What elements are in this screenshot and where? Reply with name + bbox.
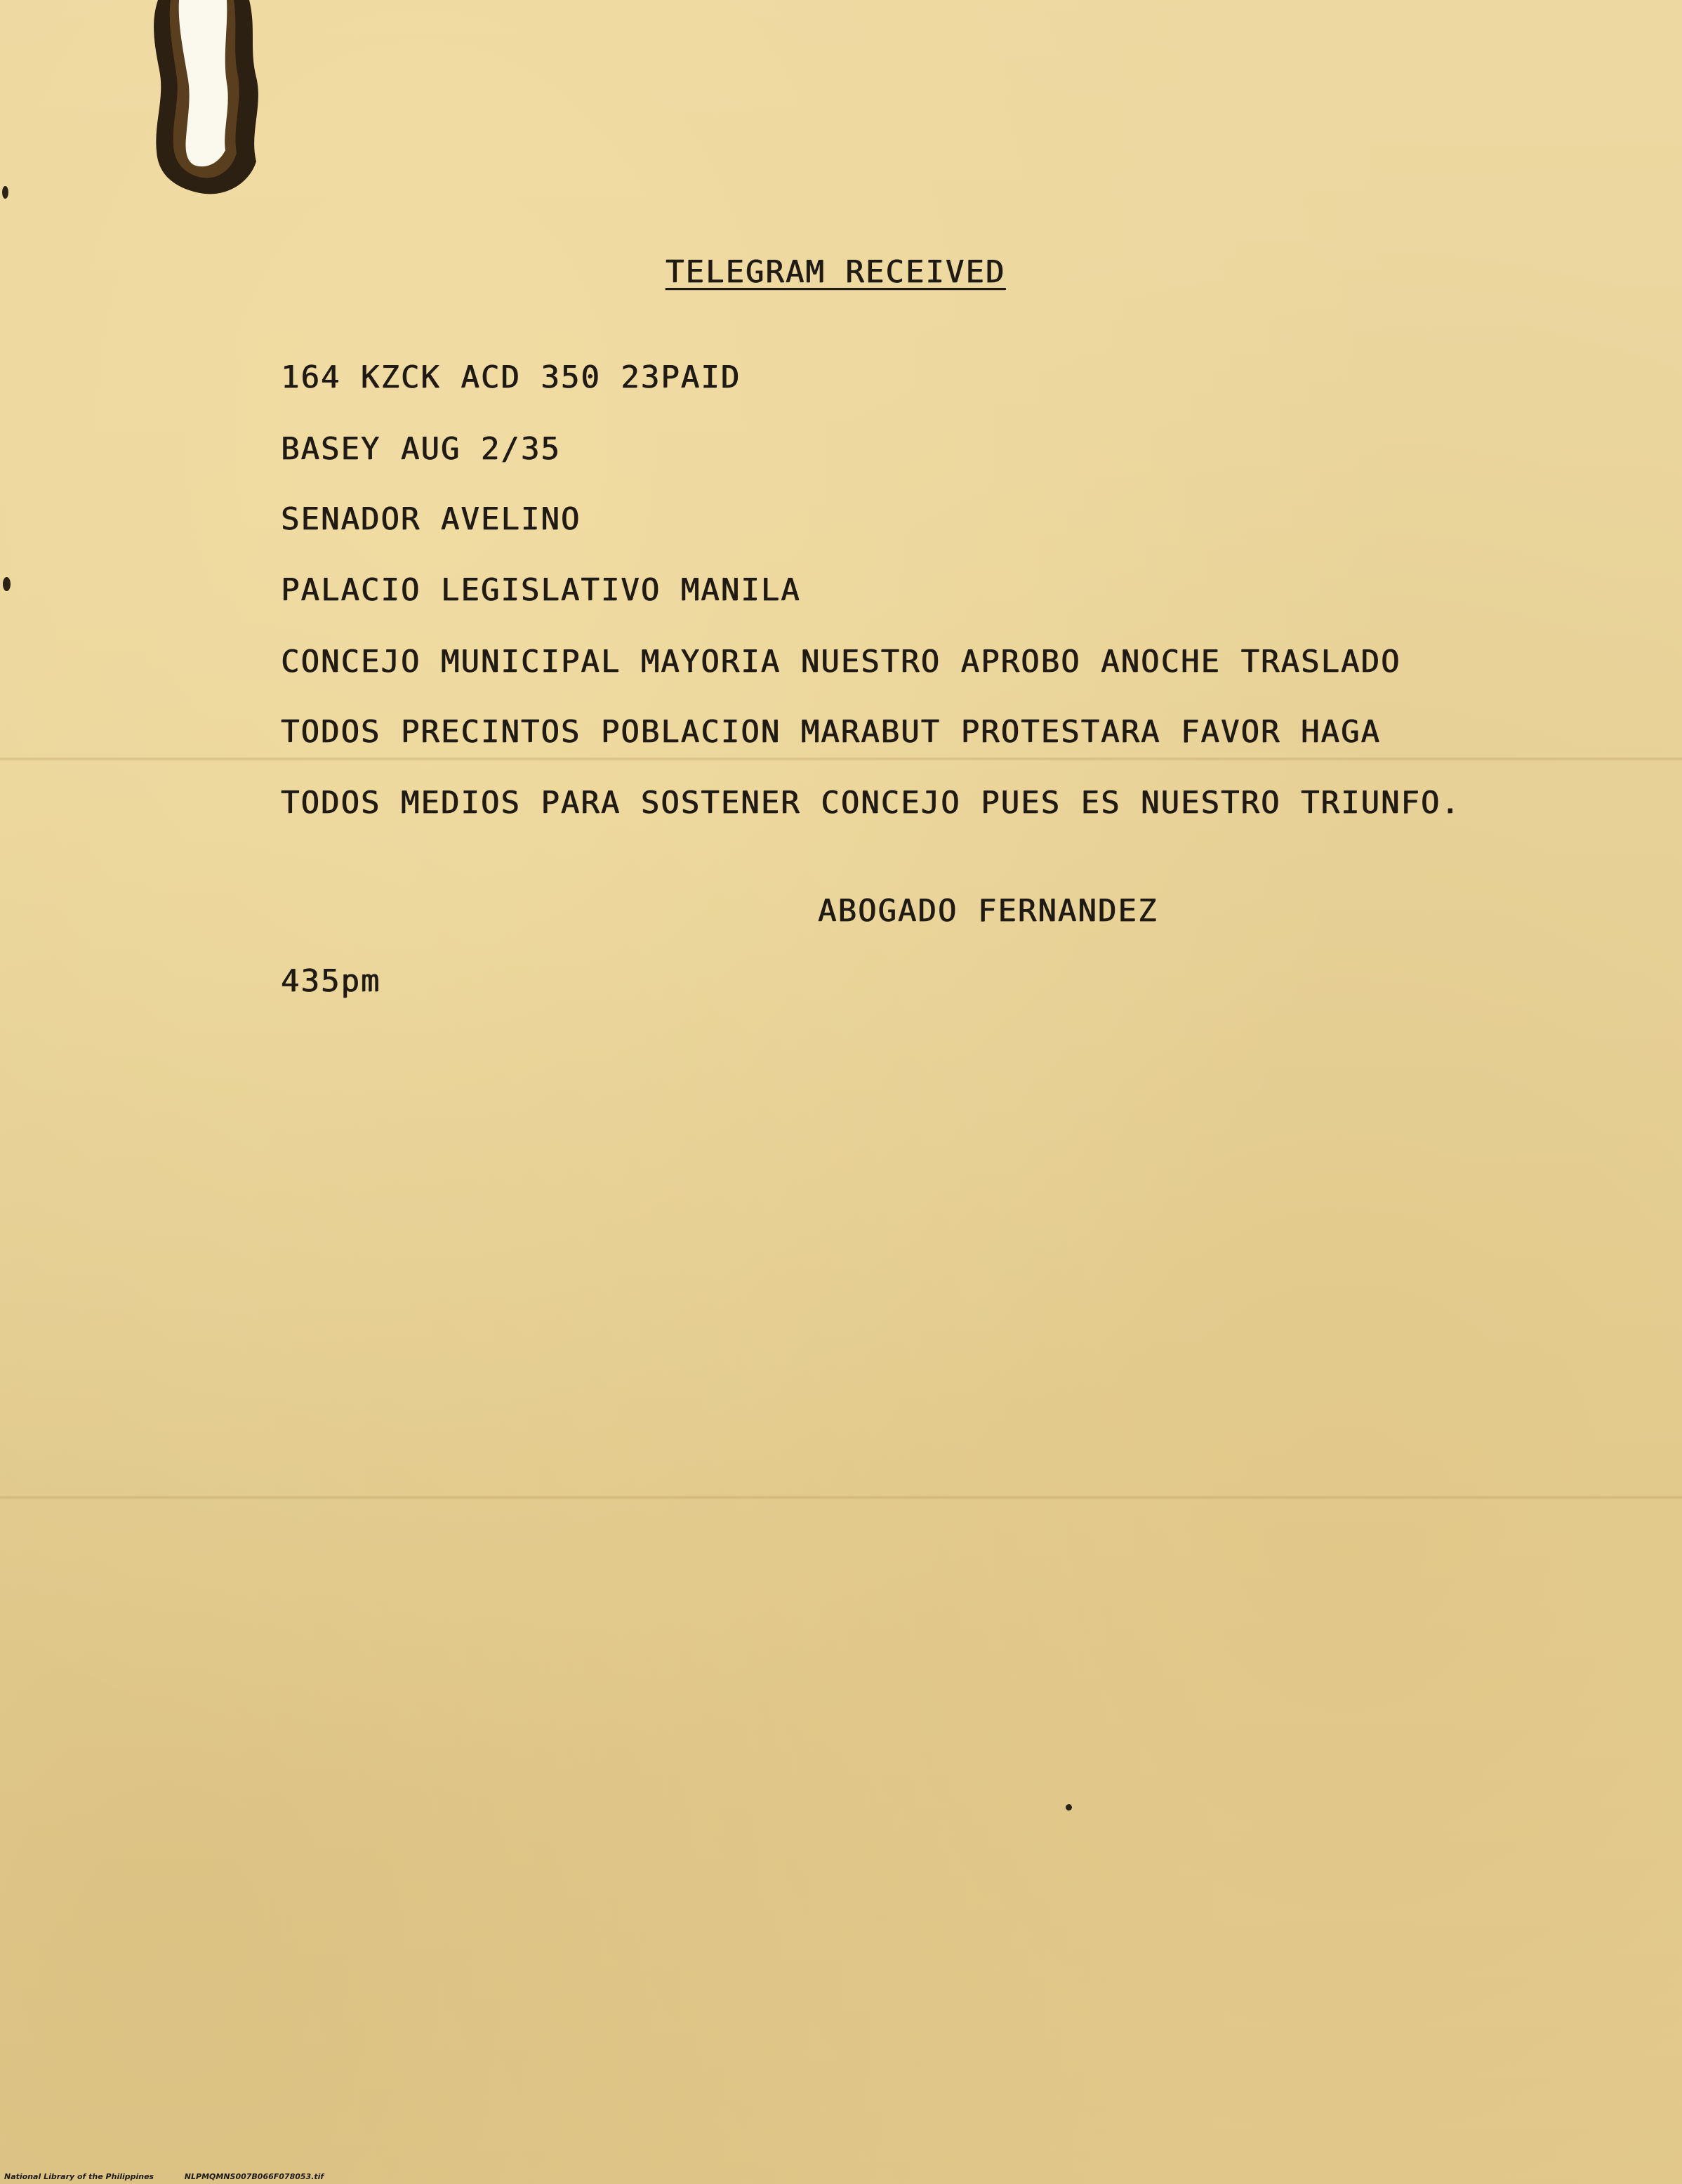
message-header-code: 164 KZCK ACD 350 23PAID [281,359,741,395]
paper-fold-line [0,757,1682,761]
sender-signature: ABOGADO FERNANDEZ [818,893,1158,929]
library-credit: National Library of the Philippines [4,2172,154,2181]
ink-speck [1066,1804,1072,1811]
ink-speck [2,186,8,199]
message-body-line: TODOS PRECINTOS POBLACION MARABUT PROTESTARA FAVOR HAGA [281,714,1381,750]
addressee: SENADOR AVELINO [281,501,581,537]
document-title: TELEGRAM RECEIVED [665,254,1006,290]
message-body-line: TODOS MEDIOS PARA SOSTENER CONCEJO PUES ES NUESTRO TRIUNFO. [281,785,1461,821]
archive-file-name: NLPMQMNS007B066F078053.tif [184,2172,324,2181]
addressee-location: PALACIO LEGISLATIVO MANILA [281,572,801,608]
archive-footer [4,2172,324,2181]
place-and-date: BASEY AUG 2/35 [281,431,561,467]
paper-fold-line [0,1495,1682,1500]
ink-speck [3,577,11,591]
burn-hole-mark [144,0,263,200]
received-time: 435pm [281,963,381,999]
message-body-line: CONCEJO MUNICIPAL MAYORIA NUESTRO APROBO ANOCHE TRASLADO [281,644,1401,680]
